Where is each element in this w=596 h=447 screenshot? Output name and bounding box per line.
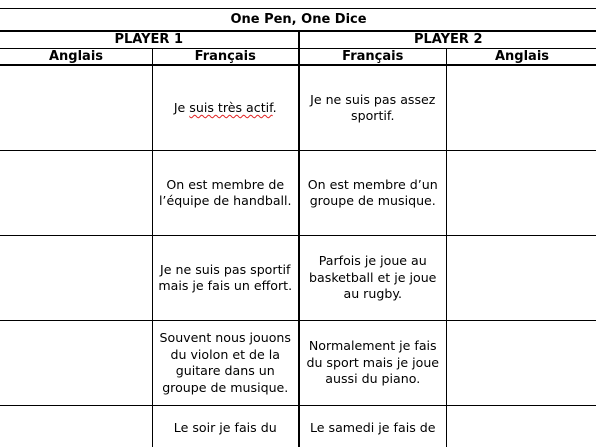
vocab-table [0, 8, 596, 447]
p1-anglais-cell[interactable] [0, 321, 153, 406]
p1-francais-text-end: . [272, 99, 277, 115]
spellcheck-flagged-text: suis très actif [189, 99, 273, 115]
p1-francais-cell: Souvent nous jouons du violon et de la guitare dans un groupe de musique. [153, 321, 299, 406]
p2-francais-cell: Je ne suis pas assez sportif. [299, 65, 447, 151]
table-row [0, 65, 596, 151]
p1-francais-cell: Le soir je fais du [153, 406, 299, 447]
table-row [0, 236, 596, 321]
p1-anglais-cell[interactable] [0, 151, 153, 236]
p2-anglais-cell[interactable] [447, 236, 596, 321]
p1-francais-cell: Je ne suis pas sportif mais je fais un effort. [153, 236, 299, 321]
table-row [0, 151, 596, 236]
worksheet [0, 8, 596, 447]
column-header-p2-anglais: Anglais [447, 49, 596, 66]
table-row [0, 406, 596, 447]
p2-anglais-cell[interactable] [447, 65, 596, 151]
p1-anglais-cell[interactable] [0, 65, 153, 151]
p2-francais-cell: Parfois je joue au basketball et je joue au rugby. [299, 236, 447, 321]
p2-francais-cell: On est membre d’un groupe de musique. [299, 151, 447, 236]
column-header-p1-anglais: Anglais [0, 49, 153, 66]
p1-francais-cell [153, 65, 299, 151]
player-2-header: PLAYER 2 [299, 31, 596, 49]
p1-francais-text-start: Je [173, 99, 190, 115]
p2-anglais-cell[interactable] [447, 321, 596, 406]
column-header-p2-francais: Français [299, 49, 447, 66]
column-header-p1-francais: Français [153, 49, 299, 66]
table-row [0, 321, 596, 406]
p1-anglais-cell[interactable] [0, 406, 153, 447]
p1-anglais-cell[interactable] [0, 236, 153, 321]
p2-francais-cell: Normalement je fais du sport mais je joue aussi du piano. [299, 321, 447, 406]
p2-anglais-cell[interactable] [447, 406, 596, 447]
p2-anglais-cell[interactable] [447, 151, 596, 236]
player-1-header: PLAYER 1 [0, 31, 299, 49]
table-title: One Pen, One Dice [0, 9, 596, 32]
p1-francais-cell: On est membre de l’équipe de handball. [153, 151, 299, 236]
p2-francais-cell: Le samedi je fais de [299, 406, 447, 447]
